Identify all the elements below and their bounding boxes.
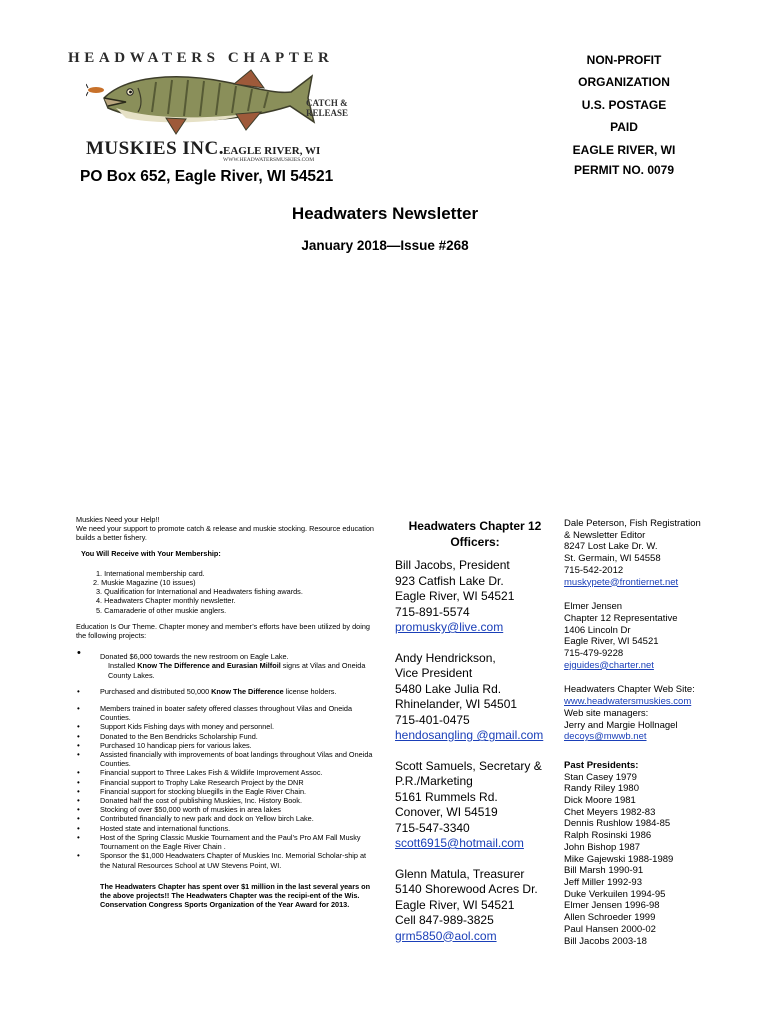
contact-line: Elmer Jensen <box>564 601 623 613</box>
officer-line: 715-401-0475 <box>395 712 470 727</box>
officer-line: Eagle River, WI 54521 <box>395 897 515 912</box>
contact-line: 1406 Lincoln Dr <box>564 624 631 636</box>
postage-line: U.S. POSTAGE <box>581 97 667 112</box>
list-item: Chet Meyers 1982-83 <box>564 806 656 818</box>
signs-text: Installed <box>108 661 138 671</box>
officer-secretary <box>395 759 555 852</box>
officer-line: Cell 847-989-3825 <box>395 913 494 927</box>
postage-indicia <box>568 49 680 177</box>
contact-line: Eagle River, WI 54521 <box>564 636 659 648</box>
intro-heading: Muskies Need your Help!! <box>76 515 160 524</box>
benefits-list <box>93 568 376 615</box>
list-item: John Bishop 1987 <box>564 841 641 853</box>
list-item: • Donated half the cost of publishing Muskies, Inc. History Book. <box>76 796 376 805</box>
contact-line: & Newsletter Editor <box>564 529 646 541</box>
officer-line: Scott Samuels, Secretary & <box>395 758 542 773</box>
education-text: Education Is Our Theme. Chapter money and member’s efforts have been utilized by doing the following projects: <box>76 621 370 641</box>
officer-vice-president <box>395 651 555 744</box>
website-label: Headwaters Chapter Web Site: <box>564 684 695 696</box>
signs-subitem <box>76 661 376 679</box>
website-link[interactable]: www.headwatersmuskies.com <box>564 696 692 708</box>
logo-location: EAGLE RIVER, WI <box>223 145 321 157</box>
officer-line: Rhinelander, WI 54501 <box>395 697 518 711</box>
officer-line: 5161 Rummels Rd. <box>395 789 498 804</box>
managers-label: Web site managers: <box>564 707 649 719</box>
list-item: Bill Jacobs 2003-18 <box>564 935 647 947</box>
officer-email-link[interactable]: hendosangling @gmail.com <box>395 728 544 742</box>
contacts-column <box>564 518 724 947</box>
list-item: Dick Moore 1981 <box>564 795 636 807</box>
list-item: • Hosted state and international functions. <box>76 824 376 833</box>
list-item: Mike Gajewski 1988-1989 <box>564 853 674 865</box>
past-presidents-list <box>564 772 724 948</box>
officer-email-link[interactable]: promusky@live.com <box>395 620 504 634</box>
managers-email-link[interactable]: decoys@mwwb.net <box>564 731 647 743</box>
list-item: • Members trained in boater safety offered classes throughout Vilas and Oneida Counties. <box>76 704 376 722</box>
postage-line: EAGLE RIVER, WI <box>572 142 676 157</box>
membership-column <box>76 515 376 909</box>
officer-line: Conover, WI 54519 <box>395 805 498 819</box>
list-item: • Host of the Spring Classic Muskie Tournament and the Paul’s Pro AM Fall Musky Tournament on the Eagle River Chain . <box>76 833 376 851</box>
benefit-item: 3. Qualification for International and Headwaters fishing awards. <box>96 587 303 597</box>
representative-contact <box>564 601 724 671</box>
logo-catch-line1: CATCH & <box>306 98 348 108</box>
officer-president <box>395 558 555 636</box>
list-item: • Financial support for stocking bluegills in the Eagle River Chain. <box>76 787 376 796</box>
list-item: Paul Hansen 2000-02 <box>564 923 656 935</box>
benefit-item: 1. International membership card. <box>96 568 205 578</box>
list-item: • Sponsor the $1,000 Headwaters Chapter of Muskies Inc. Memorial Scholar-ship at the Natural Resources School at UW Stevens Point, WI. <box>76 851 376 869</box>
officer-line: 715-891-5574 <box>395 604 470 619</box>
list-item: Randy Riley 1980 <box>564 783 639 795</box>
list-item: • Stocking of over $50,000 worth of muskies in area lakes <box>76 805 376 814</box>
list-item: Bill Marsh 1990-91 <box>564 865 644 877</box>
officers-column <box>395 519 555 959</box>
past-presidents-heading: Past Presidents: <box>564 759 639 771</box>
list-item <box>76 687 376 696</box>
contact-email-link[interactable]: muskypete@frontiernet.net <box>564 576 679 588</box>
officer-line: Bill Jacobs, President <box>395 558 510 572</box>
list-item: Allen Schroeder 1999 <box>564 912 656 924</box>
officer-email-link[interactable]: scott6915@hotmail.com <box>395 836 524 850</box>
signs-bold: Know The Difference and Eurasian Milfoil <box>137 661 281 671</box>
managers-names: Jerry and Margie Hollnagel <box>564 719 678 731</box>
contact-line: 8247 Lost Lake Dr. W. <box>564 541 658 553</box>
list-item: • Assisted financially with improvements of boat landings throughout Vilas and Oneida Counties. <box>76 750 376 768</box>
signs-text-end: signs at Vilas and Oneida County Lakes. <box>108 661 366 680</box>
contact-line: 715-542-2012 <box>564 564 624 576</box>
logo-website: WWW.HEADWATERSMUSKIES.COM <box>223 157 315 163</box>
license-text: Purchased and distributed 50,000 <box>100 686 212 696</box>
logo-chapter-text: HEADWATERS CHAPTER <box>68 50 334 66</box>
list-item: • Purchased 10 handicap piers for various lakes. <box>76 741 376 750</box>
logo-catch-line2: RELEASE <box>306 108 349 118</box>
license-text-end: license holders. <box>283 686 337 696</box>
projects-list <box>76 652 376 661</box>
list-item: • Financial support to Three Lakes Fish & Wildlife Improvement Assoc. <box>76 768 376 777</box>
officer-line: 715-547-3340 <box>395 820 470 835</box>
list-item: • Support Kids Fishing days with money and personnel. <box>76 722 376 731</box>
list-item: Elmer Jensen 1996-98 <box>564 900 660 912</box>
officer-line: 923 Catfish Lake Dr. <box>395 573 504 588</box>
license-bold: Know The Difference <box>211 686 284 696</box>
list-item: Ralph Rosinski 1986 <box>564 830 652 842</box>
list-item: • Donated $6,000 towards the new restroom on Eagle Lake. <box>76 652 376 661</box>
postage-line: NON-PROFIT <box>586 53 662 67</box>
logo-org-name: MUSKIES INC. <box>86 138 224 159</box>
officer-line: 5480 Lake Julia Rd. <box>395 681 502 696</box>
po-box-address: PO Box 652, Eagle River, WI 54521 <box>80 168 334 185</box>
officer-line: Eagle River, WI 54521 <box>395 589 515 603</box>
officer-line: Vice President <box>395 666 473 680</box>
newsletter-issue: January 2018—Issue #268 <box>301 238 469 253</box>
benefit-item: 4. Headwaters Chapter monthly newsletter. <box>96 596 236 606</box>
intro-text: We need your support to promote catch & release and muskie stocking. Resource education builds a better fishery. <box>76 524 374 543</box>
officer-line: P.R./Marketing <box>395 774 473 788</box>
editor-contact <box>564 518 724 588</box>
website-info <box>564 684 724 743</box>
list-item: Dennis Rushlow 1984-85 <box>564 818 671 830</box>
postage-line: ORGANIZATION <box>578 75 670 90</box>
contact-line: St. Germain, WI 54558 <box>564 553 661 565</box>
contact-line: 715-479-9228 <box>564 648 624 660</box>
list-item: • Donated to the Ben Bendricks Scholarship Fund. <box>76 732 376 741</box>
list-item: • Contributed financially to new park and dock on Yellow birch Lake. <box>76 814 376 823</box>
contact-line: Dale Peterson, Fish Registration <box>564 518 701 529</box>
officer-line: 5140 Shorewood Acres Dr. <box>395 882 538 896</box>
officer-line: Andy Hendrickson, <box>395 650 496 665</box>
officer-email-link[interactable]: grm5850@aol.com <box>395 928 497 943</box>
benefit-item: 2. Muskie Magazine (10 issues) <box>93 578 196 588</box>
officer-treasurer <box>395 867 555 945</box>
contact-line: Chapter 12 Representative <box>564 612 678 624</box>
benefit-item: 5. Camaraderie of other muskie anglers. <box>96 605 227 615</box>
list-item: Stan Casey 1979 <box>564 771 637 783</box>
contact-email-link[interactable]: ejguides@charter.net <box>564 659 654 671</box>
list-item: Duke Verkuilen 1994-95 <box>564 888 666 900</box>
projects-list <box>76 687 376 870</box>
benefits-heading: You Will Receive with Your Membership: <box>81 548 221 558</box>
officers-heading: Headwaters Chapter 12 Officers: <box>408 519 542 549</box>
closing-statement: The Headwaters Chapter has spent over $1 million in the last several years on the above projects!! The Headwaters Chapter was the recipi-ent of the Wis. Conservation Congress Sports Organization of the Year Award for 2013. <box>100 881 371 910</box>
postage-line: PERMIT NO. 0079 <box>573 163 675 178</box>
list-item: • Financial support to Trophy Lake Research Project by the DNR <box>76 778 376 787</box>
postage-line: PAID <box>610 120 638 135</box>
officer-line: Glenn Matula, Treasurer <box>395 866 525 881</box>
muskie-fish-icon <box>86 68 316 140</box>
logo-catch-release <box>306 98 348 118</box>
newsletter-title: Headwaters Newsletter <box>291 204 479 223</box>
list-item: Jeff Miller 1992-93 <box>564 876 642 888</box>
chapter-logo <box>66 50 349 168</box>
